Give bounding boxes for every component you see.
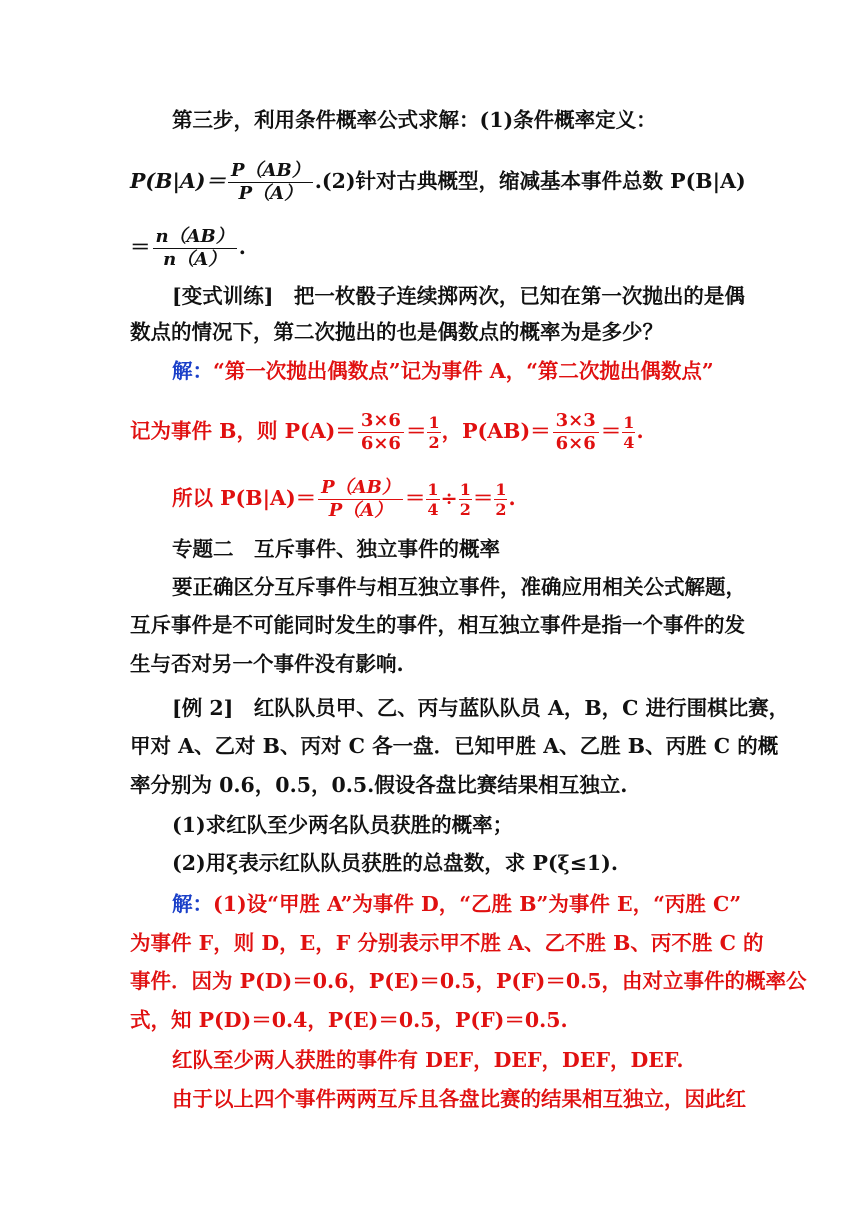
solution2-text: 式，知 P(D)＝0.4，P(E)＝0.5，P(F)＝0.5.	[130, 1008, 568, 1032]
solution2-text: 由于以上四个事件两两互斥且各盘比赛的结果相互独立，因此红	[172, 1087, 746, 1111]
example2-line3	[130, 771, 740, 799]
example2-q1	[172, 811, 782, 839]
period: .	[508, 486, 516, 510]
solution2-text: 事件．因为 P(D)＝0.6，P(E)＝0.5，P(F)＝0.5，由对立事件的概率公	[130, 969, 807, 993]
fraction-1-2	[427, 413, 440, 452]
fraction-numerator: 1	[623, 413, 635, 432]
fraction-numerator: P（AB）	[228, 160, 313, 183]
solution1-line3	[172, 477, 782, 522]
fraction-denominator: 6×6	[555, 433, 596, 454]
solution1-text2a: 记为事件 B，则 P(A)＝	[130, 419, 356, 443]
solution-label: 解：	[172, 892, 213, 916]
pba-lhs: P(B|A)＝	[130, 169, 227, 193]
question-text: (2)用ξ表示红队队员获胜的总盘数，求 P(ξ≤1).	[172, 851, 618, 875]
equals-sign: ＝	[600, 419, 622, 443]
solution1-text1: “第一次抛出偶数点”记为事件 A，“第二次抛出偶数点”	[213, 359, 714, 383]
period: .	[238, 235, 246, 259]
fraction-pab-pa	[228, 160, 313, 205]
fraction-1-4	[622, 413, 635, 452]
section-heading: 专题二 互斥事件、独立事件的概率	[172, 537, 500, 561]
fraction-numerator: 1	[428, 413, 440, 432]
paragraph-text: 生与否对另一个事件没有影响.	[130, 652, 404, 676]
example2-line1	[172, 694, 790, 722]
step3-classical-formula	[130, 226, 740, 271]
variant-line2	[130, 318, 740, 346]
variant-text1: 把一枚骰子连续掷两次，已知在第一次抛出的是偶	[273, 284, 745, 308]
equals-sign: ＝	[405, 419, 427, 443]
question-text: (1)求红队至少两名队员获胜的概率；	[172, 813, 514, 837]
topic2-p2	[130, 611, 745, 639]
fraction-denominator: 2	[428, 433, 440, 452]
fraction-3x3-6x6	[553, 410, 599, 455]
example-text: 甲对 A、乙对 B、丙对 C 各一盘．已知甲胜 A、乙胜 B、丙胜 C 的概	[130, 734, 779, 758]
fraction-3x6-6x6	[358, 410, 404, 455]
topic2-heading	[172, 535, 782, 563]
example-text: 率分别为 0.6，0.5，0.5.假设各盘比赛结果相互独立.	[130, 773, 628, 797]
solution1-line1	[172, 357, 782, 385]
topic2-p1	[172, 573, 782, 601]
fraction-numerator: P（AB）	[318, 477, 403, 500]
equals-sign: ＝	[130, 235, 151, 259]
fraction-numerator: 1	[459, 480, 471, 499]
topic2-p3	[130, 650, 740, 678]
variant-text2: 数点的情况下，第二次抛出的也是偶数点的概率为是多少？	[130, 320, 663, 344]
example-text: 红队队员甲、乙、丙与蓝队队员 A，B，C 进行围棋比赛，	[233, 696, 790, 720]
equals-sign: ＝	[404, 486, 426, 510]
fraction-pab-pa-2	[318, 477, 403, 522]
step3-line2-rest: .(2)针对古典概型，缩减基本事件总数 P(B|A)	[314, 169, 746, 193]
fraction-denominator: 2	[495, 500, 507, 519]
example2-line2	[130, 732, 779, 760]
solution-label: 解：	[172, 359, 213, 383]
divide-sign: ÷	[440, 486, 458, 510]
example2-q2	[172, 849, 782, 877]
fraction-numerator: 1	[495, 480, 507, 499]
fraction-1-2-b	[459, 480, 472, 519]
solution2-line3	[130, 967, 807, 995]
solution1-text2b: ，P(AB)＝	[441, 419, 551, 443]
fraction-denominator: P（A）	[328, 500, 393, 521]
solution1-line2	[130, 410, 740, 455]
fraction-numerator: n（AB）	[153, 226, 237, 249]
fraction-numerator: 3×3	[553, 410, 599, 433]
example-tag: [例 2]	[172, 696, 234, 720]
variant-tag: [变式训练]	[172, 284, 274, 308]
fraction-numerator: 1	[427, 480, 439, 499]
fraction-numerator: 3×6	[358, 410, 404, 433]
variant-line1	[172, 282, 782, 310]
fraction-denominator: 4	[623, 433, 635, 452]
solution2-line2	[130, 929, 764, 957]
solution2-line4	[130, 1006, 740, 1034]
fraction-1-2-c	[494, 480, 507, 519]
step3-text: 第三步，利用条件概率公式求解：(1)条件概率定义：	[172, 108, 657, 132]
fraction-denominator: n（A）	[163, 249, 227, 270]
fraction-1-4-b	[426, 480, 439, 519]
fraction-denominator: 2	[459, 500, 471, 519]
solution2-text: (1)设“甲胜 A”为事件 D，“乙胜 B”为事件 E，“丙胜 C”	[213, 892, 742, 916]
period: .	[636, 419, 644, 443]
fraction-denominator: 6×6	[360, 433, 401, 454]
fraction-denominator: P（A）	[238, 183, 303, 204]
solution2-line6	[172, 1085, 782, 1113]
equals-sign: ＝	[472, 486, 494, 510]
solution2-line5	[172, 1046, 782, 1074]
solution2-line1	[172, 890, 782, 918]
solution2-text: 为事件 F，则 D，E，F 分别表示甲不胜 A、乙不胜 B、丙不胜 C 的	[130, 931, 764, 955]
fraction-nab-na	[153, 226, 237, 271]
solution1-text3a: 所以 P(B|A)＝	[172, 486, 317, 510]
paragraph-text: 互斥事件是不可能同时发生的事件，相互独立事件是指一个事件的发	[130, 613, 745, 637]
fraction-denominator: 4	[427, 500, 439, 519]
step3-line1	[172, 106, 782, 134]
step3-formula-line	[130, 160, 746, 205]
solution2-text: 红队至少两人获胜的事件有 DEF，DEF，DEF，DEF.	[172, 1048, 684, 1072]
paragraph-text: 要正确区分互斥事件与相互独立事件，准确应用相关公式解题，	[172, 575, 746, 599]
